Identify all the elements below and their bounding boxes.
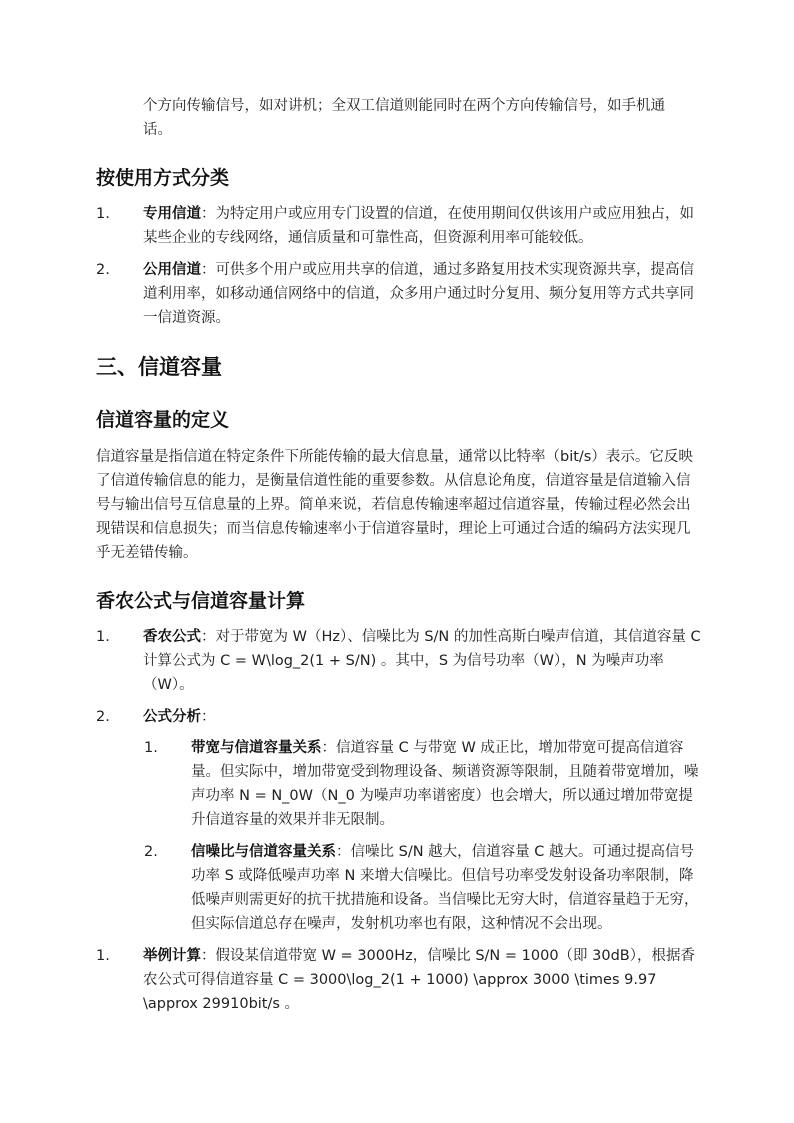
usage-item-2-text: 可供多个用户或应用共享的信道，通过多路复用技术实现资源共享，提高信道利用率，如移动通信网络中的信道，众多用户通过时分复用、频分复用等方式共享同一信道资源。: [143, 262, 694, 326]
shannon-item-2: [143, 705, 703, 729]
shannon-item-3-term: 举例计算: [143, 948, 201, 964]
usage-item-2: [143, 258, 703, 330]
usage-item-2-term: 公用信道: [143, 262, 201, 278]
definition-paragraph: 信道容量是指信道在特定条件下所能传输的最大信息量，通常以比特率（bit/s）表示。它反映了信道传输信息的能力，是衡量信道性能的重要参数。从信息论角度，信道容量是信道输入信号与输出信号互信息量的上界。简单来说，若信息传输速率超过信道容量，传输过程必然会出现错误和信息损失；而当信息传输速率小于信道容量时，理论上可通过合适的编码方法实现几乎无差错传输。: [96, 449, 693, 561]
usage-item-1-number: 1.: [96, 206, 110, 222]
shannon-item-2-number: 2.: [96, 709, 110, 725]
usage-item-2-number: 2.: [96, 262, 110, 278]
analysis-sub-1: [191, 736, 703, 832]
shannon-item-1-sep: ：: [201, 629, 216, 645]
shannon-heading: 香农公式与信道容量计算: [96, 590, 306, 612]
analysis-sub-1-text: 信道容量 C 与带宽 W 成正比，增加带宽可提高信道容量。但实际中，增加带宽受到物理设备、频谱资源等限制，且随着带宽增加，噪声功率 N = N_0W（N_0 为噪声功率谱密度）也会增大，所以通过增加带宽提升信道容量的效果并非无限制。: [191, 740, 699, 828]
shannon-item-2-sep: ：: [201, 709, 216, 725]
shannon-item-3: [143, 944, 703, 1016]
shannon-item-2-term: 公式分析: [143, 709, 201, 725]
shannon-item-3-text: 假设某信道带宽 W = 3000Hz，信噪比 S/N = 1000（即 30dB），根据香农公式可得信道容量 C = 3000\log_2(1 + 1000) \approx 3000 \times 9.97 \approx 29910bit/s 。: [143, 948, 696, 1012]
analysis-sub-1-sep: ：: [321, 740, 336, 756]
analysis-sub-2-sep: ：: [336, 844, 351, 860]
analysis-sub-2-term: 信噪比与信道容量关系: [191, 844, 336, 860]
analysis-sub-2-number: 2.: [144, 844, 158, 860]
usage-item-1: [143, 202, 703, 250]
shannon-item-1: [143, 625, 703, 697]
shannon-item-1-term: 香农公式: [143, 629, 201, 645]
intro-continuation: 个方向传输信号，如对讲机；全双工信道则能同时在两个方向传输信号，如手机通话。: [143, 98, 665, 138]
analysis-sub-1-number: 1.: [144, 740, 158, 756]
analysis-sub-2: [191, 840, 703, 936]
shannon-item-1-number: 1.: [96, 629, 110, 645]
shannon-item-1-text: 对于带宽为 W（Hz）、信噪比为 S/N 的加性高斯白噪声信道，其信道容量 C 计算公式为 C = W\log_2(1 + S/N) 。其中，S 为信号功率（W），N 为噪声功率（W）。: [143, 629, 701, 693]
usage-heading: 按使用方式分类: [96, 167, 230, 189]
shannon-item-3-number: 1.: [96, 948, 110, 964]
usage-item-2-sep: ：: [201, 262, 216, 278]
definition-heading: 信道容量的定义: [96, 409, 230, 431]
shannon-item-3-sep: ：: [201, 948, 216, 964]
usage-item-1-text: 为特定用户或应用专门设置的信道，在使用期间仅供该用户或应用独占，如某些企业的专线网络，通信质量和可靠性高，但资源利用率可能较低。: [143, 206, 694, 246]
usage-item-1-sep: ：: [201, 206, 216, 222]
analysis-sub-2-text: 信噪比 S/N 越大，信道容量 C 越大。可通过提高信号功率 S 或降低噪声功率 N 来增大信噪比。但信号功率受发射设备功率限制，降低噪声则需更好的抗干扰措施和设备。当信噪比无穷大时，信道容量趋于无穷，但实际信道总存在噪声，发射机功率也有限，这种情况不会出现。: [191, 844, 699, 932]
analysis-sub-1-term: 带宽与信道容量关系: [191, 740, 322, 756]
capacity-heading: 三、信道容量: [96, 355, 222, 379]
usage-item-1-term: 专用信道: [143, 206, 201, 222]
